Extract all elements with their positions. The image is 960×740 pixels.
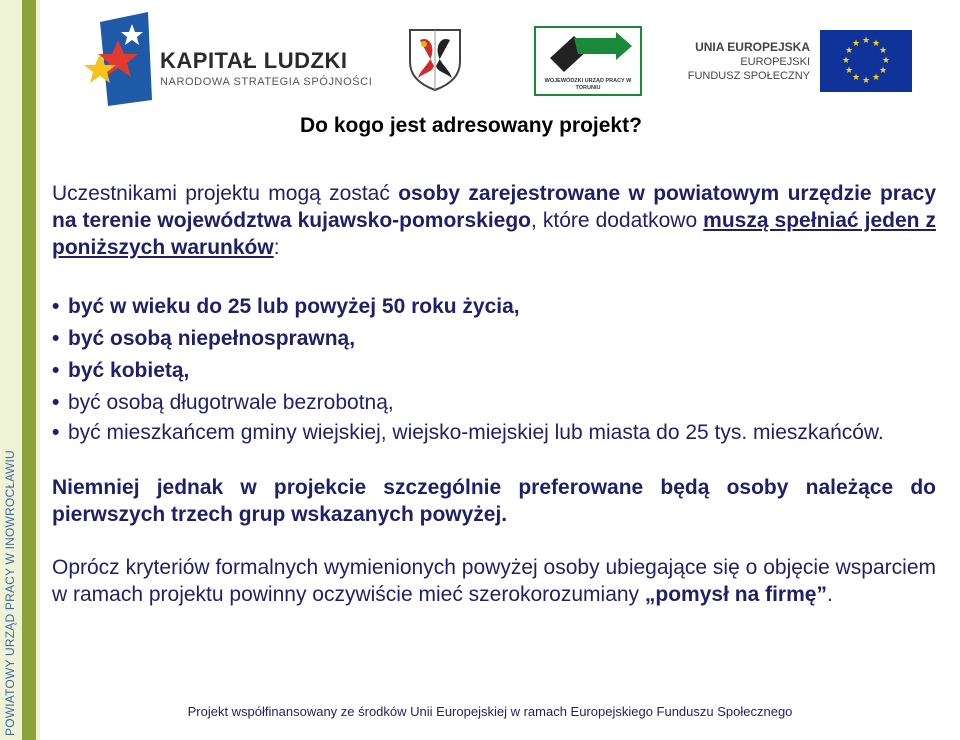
condition-text: być w wieku do 25 lub powyżej 50 roku życia, xyxy=(68,295,520,318)
list-item xyxy=(52,419,936,446)
list-item xyxy=(52,323,936,355)
svg-text:★: ★ xyxy=(851,39,861,49)
svg-text:★: ★ xyxy=(844,46,854,56)
svg-text:★: ★ xyxy=(871,39,881,49)
svg-text:★: ★ xyxy=(871,73,881,83)
condition-text: być osobą niepełnosprawną, xyxy=(68,327,356,350)
eu-logo xyxy=(680,30,950,96)
condition-text: być mieszkańcem gminy wiejskiej, wiejsko-miejskiej lub miasta do 25 tys. mieszkańców. xyxy=(68,421,884,444)
svg-text:★: ★ xyxy=(841,56,851,66)
sidebar xyxy=(0,0,40,740)
bullet-icon: • xyxy=(52,295,60,318)
svg-text:★: ★ xyxy=(861,36,871,46)
condition-text: być kobietą, xyxy=(68,359,190,382)
svg-text:★: ★ xyxy=(851,73,861,83)
wup-torun-text: WOJEWÓDZKI URZĄD PRACY W TORUNIU xyxy=(544,78,632,91)
condition-text: być osobą długotrwale bezrobotną, xyxy=(68,391,394,414)
eu-stars-icon xyxy=(820,30,912,92)
preference-note: Niemniej jednak w projekcie szczególnie preferowane będą osoby należące do pierwszych trzech grup wskazanych powyżej. xyxy=(52,476,936,526)
eu-flag-icon xyxy=(820,30,912,92)
page-title: Do kogo jest adresowany projekt? xyxy=(300,114,642,137)
bullet-icon: • xyxy=(52,327,60,350)
wup-torun-logo xyxy=(534,26,642,96)
closing-part-2: . xyxy=(826,583,833,606)
ue-line-1: UNIA EUROPEJSKA xyxy=(695,40,810,54)
intro-part-3: : xyxy=(273,236,280,259)
intro-underlined: muszą spełniać jeden z poniższych warunków xyxy=(52,209,936,259)
list-item xyxy=(52,291,936,323)
griffin-coat-of-arms-icon xyxy=(406,26,464,92)
wup-arrow-icon xyxy=(536,28,640,78)
kapital-ludzki-title: KAPITAŁ LUDZKI xyxy=(160,48,348,73)
intro-part-2: , które dodatkowo xyxy=(531,209,704,232)
closing-paragraph xyxy=(52,554,936,608)
sidebar-stripe xyxy=(22,0,36,740)
bullet-icon: • xyxy=(52,421,60,444)
bullet-icon: • xyxy=(52,359,60,382)
coat-of-arms-logo xyxy=(406,26,464,92)
svg-text:★: ★ xyxy=(878,66,888,76)
kapital-ludzki-logo xyxy=(80,10,440,106)
svg-text:★: ★ xyxy=(844,66,854,76)
svg-text:★: ★ xyxy=(878,46,888,56)
footer-note: Projekt współfinansowany ze środków Unii Europejskiej w ramach Europejskiego Funduszu Społecznego xyxy=(187,704,793,719)
closing-bold: „pomysł na firmę” xyxy=(644,583,827,606)
svg-text:★: ★ xyxy=(861,76,871,86)
main-content xyxy=(52,180,936,608)
svg-text:★: ★ xyxy=(881,56,891,66)
conditions-list xyxy=(52,291,936,446)
list-item xyxy=(52,355,936,387)
kapital-ludzki-subtitle: NARODOWA STRATEGIA SPÓJNOŚCI xyxy=(160,76,373,88)
intro-bold: osoby zarejestrowane w powiatowym urzędzie pracy na terenie województwa kujawsko-pomorskiego xyxy=(52,182,937,232)
ue-line-2: EUROPEJSKI xyxy=(740,56,810,68)
intro-paragraph xyxy=(52,180,936,261)
sidebar-label: POWIATOWY URZĄD PRACY W INOWROCŁAWIU xyxy=(3,450,17,736)
kapital-ludzki-emblem-icon xyxy=(80,10,160,106)
bullet-icon: • xyxy=(52,391,60,414)
ue-line-3: FUNDUSZ SPOŁECZNY xyxy=(687,70,810,82)
list-item xyxy=(52,387,936,419)
logo-header xyxy=(60,8,950,108)
closing-part-1: Oprócz kryteriów formalnych wymienionych powyżej osoby ubiegające się o objęcie wsparciem w ramach projektu powinny oczywiście mieć szerokorozumiany xyxy=(52,556,936,606)
intro-part-1: Uczestnikami projektu mogą zostać xyxy=(52,182,399,205)
